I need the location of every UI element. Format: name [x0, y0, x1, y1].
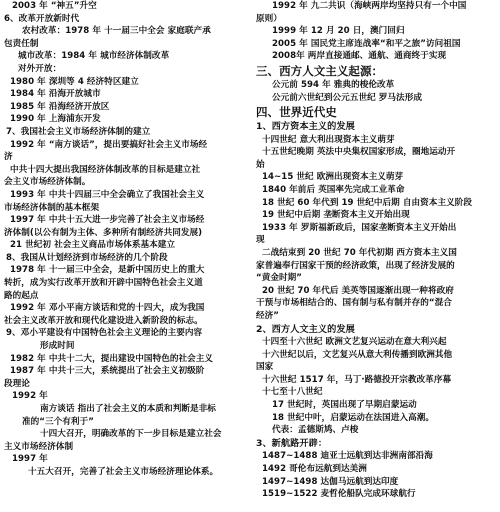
right-line-37: 1497~1498 达伽马远航到达印度: [262, 476, 399, 487]
right-line-36: 1492 哥伦布远航到达美洲: [262, 463, 367, 474]
left-line-6: 1980 年 深圳等 4 经济特区建立: [10, 76, 139, 87]
left-line-0: 2003 年 “神五”升空: [12, 1, 97, 11]
left-line-36: 1997 年: [12, 454, 48, 465]
right-line-23: 干预与市场相结合的、国有制与私有制并存的“混合: [256, 298, 452, 309]
left-line-24: 1992 年 邓小平南方谈话和党的十四大，成为我国: [10, 303, 205, 314]
right-line-16: 19 世纪中后期 垄断资本主义开始出现: [262, 210, 410, 221]
right-line-5: 三、西方人文主义起源：: [256, 63, 384, 78]
left-line-7: 1984 年 沿海开放城市: [10, 89, 101, 100]
right-line-1: 原则）: [256, 13, 282, 24]
right-line-18: 现: [256, 235, 265, 246]
left-line-35: 主义市场经济体制: [4, 441, 74, 452]
left-line-16: 市场经济体制的基本框架: [4, 202, 100, 213]
right-line-15: 18 世纪 60 年代到 19 世纪中后期 自由资本主义阶段: [262, 197, 473, 208]
left-line-4: 城市改革：1984 年 城市经济体制改革: [18, 51, 170, 62]
left-line-32: 南方谈话 指出了社会主义的本质和判断是非标: [40, 404, 216, 414]
left-line-14: 会主义市场经济体制。: [4, 177, 91, 188]
right-line-20: 家普遍奉行国家干预的经济政策，出现了经济发展的: [256, 260, 455, 271]
left-line-17: 1997 年 中共十五大进一步完善了社会主义市场经: [10, 215, 205, 226]
left-line-22: 转折，成为实行改革开放和开辟中国特色社会主义道: [4, 278, 203, 289]
left-line-29: 1987 年 中共十三大，系统提出了社会主义初级阶: [10, 366, 205, 377]
left-line-5: 对外开放：: [18, 63, 62, 74]
right-line-21: “黄金时期”: [256, 273, 302, 284]
right-line-10: 十四世纪 意大利出现资本主义萌芽: [262, 134, 395, 145]
left-line-27: 形成时间: [40, 341, 75, 352]
left-line-11: 1992 年 “南方谈话”，提出要搞好社会主义市场经: [10, 139, 208, 150]
left-line-1: 6、改革开放新时代: [4, 13, 80, 24]
left-line-12: 济: [4, 152, 13, 163]
right-line-30: 十七至十八世纪: [262, 387, 323, 398]
right-line-32: 18 世纪中叶，启蒙运动在法国进入高潮。: [272, 412, 435, 423]
right-line-6: 公元前 594 年 雅典的梭伦改革: [272, 79, 395, 90]
right-line-13: 14~15 世纪 欧洲出现资本主义萌芽: [262, 172, 404, 183]
right-line-24: 经济”: [256, 310, 279, 321]
right-line-19: 二战结束到 20 世纪 70 年代初期 西方资本主义国: [262, 248, 457, 258]
right-line-27: 十六世纪以后，文艺复兴从意大利传播到欧洲其他: [262, 349, 453, 360]
left-line-30: 段理论: [4, 378, 30, 389]
left-line-9: 1990 年 上海浦东开发: [10, 114, 101, 125]
right-line-7: 公元前六世纪到公元五世纪 罗马法形成: [272, 92, 422, 103]
right-line-31: 17 世纪时，英国出现了早期启蒙运动: [272, 400, 417, 411]
left-line-13: 中共十四大提出我国经济体制改革的目标是建立社: [10, 164, 201, 175]
right-line-14: 1840 年前后 英国率先完成工业革命: [262, 185, 405, 196]
left-line-33: 准的“三个有利于”: [22, 416, 94, 427]
left-line-31: 1992 年: [12, 391, 48, 402]
right-line-2: 1999 年 12 月 20 日，澳门回归: [272, 26, 405, 37]
left-line-15: 1993 年 中共十四届三中全会确立了我国社会主义: [10, 189, 205, 200]
left-line-21: 1978 年 十一届三中全会，是新中国历史上的重大: [10, 265, 205, 276]
right-line-4: 2008年 两岸直接通邮、通航、通商终于实现: [272, 51, 447, 62]
left-line-23: 路的起点: [4, 290, 39, 301]
left-line-34: 十四大召开，明确改革的下一步目标是建立社会: [40, 429, 222, 440]
right-line-38: 1519~1522 麦哲伦船队完成环球航行: [262, 489, 416, 500]
right-line-0: 1992 年 九二共识（海峡两岸均坚持只有一个中国: [272, 1, 467, 11]
left-line-8: 1985 年 沿海经济开放区: [10, 101, 110, 112]
left-line-3: 包责任制: [4, 38, 39, 49]
right-line-3: 2005 年 国民党主席连战率“和平之旅”访问祖国: [272, 38, 461, 49]
left-line-25: 社会主义改革开放和现代化建设进入新阶段的标志。: [4, 315, 203, 326]
left-line-10: 7、我国社会主义市场经济体制的建立: [6, 126, 151, 137]
right-line-17: 1933 年 罗斯福新政后，国家垄断资本主义开始出: [262, 222, 457, 233]
right-line-33: 代表：孟德斯鸠、卢梭: [272, 425, 359, 436]
right-line-11: 十五世纪晚期 英法中央集权国家形成，圈地运动开: [262, 147, 456, 158]
left-line-18: 济体制(以公有制为主体、多种所有制经济共同发展): [4, 227, 203, 238]
left-line-19: 21 世纪初 社会主义商品市场体系基本建立: [10, 240, 176, 251]
right-line-9: 1、西方资本主义的发展: [256, 121, 355, 133]
left-line-20: 8、我国从计划经济到市场经济的几个阶段: [6, 252, 168, 263]
right-line-26: 十四至十六世纪 欧洲文艺复兴运动在意大利兴起: [262, 337, 447, 348]
right-column: [252, 0, 500, 512]
right-line-8: 四、世界近代史: [256, 105, 337, 120]
right-line-35: 1487~1488 迪亚士远航到达非洲南部沿海: [262, 451, 433, 462]
right-line-12: 始: [256, 159, 265, 170]
right-line-29: 十六世纪 1517 年，马丁·路德投开宗教改革序幕: [262, 374, 452, 385]
left-line-2: 农村改革：1978 年 十一届三中全会 家庭联产承: [22, 26, 211, 37]
left-line-37: 十五大召开，完善了社会主义市场经济理论体系。: [28, 466, 219, 477]
right-line-25: 2、西方人文主义的发展: [256, 323, 355, 335]
right-line-34: 3、新航路开辟：: [256, 437, 328, 449]
right-line-22: 20 世纪 70 年代后 美英等国逐渐出现一种将政府: [262, 285, 454, 296]
left-line-28: 1982 年 中共十二大，提出建设中国特色的社会主义: [10, 353, 214, 364]
right-line-28: 国家: [256, 362, 274, 373]
left-line-26: 9、邓小平建设有中国特色社会主义理论的主要内容: [6, 328, 203, 339]
